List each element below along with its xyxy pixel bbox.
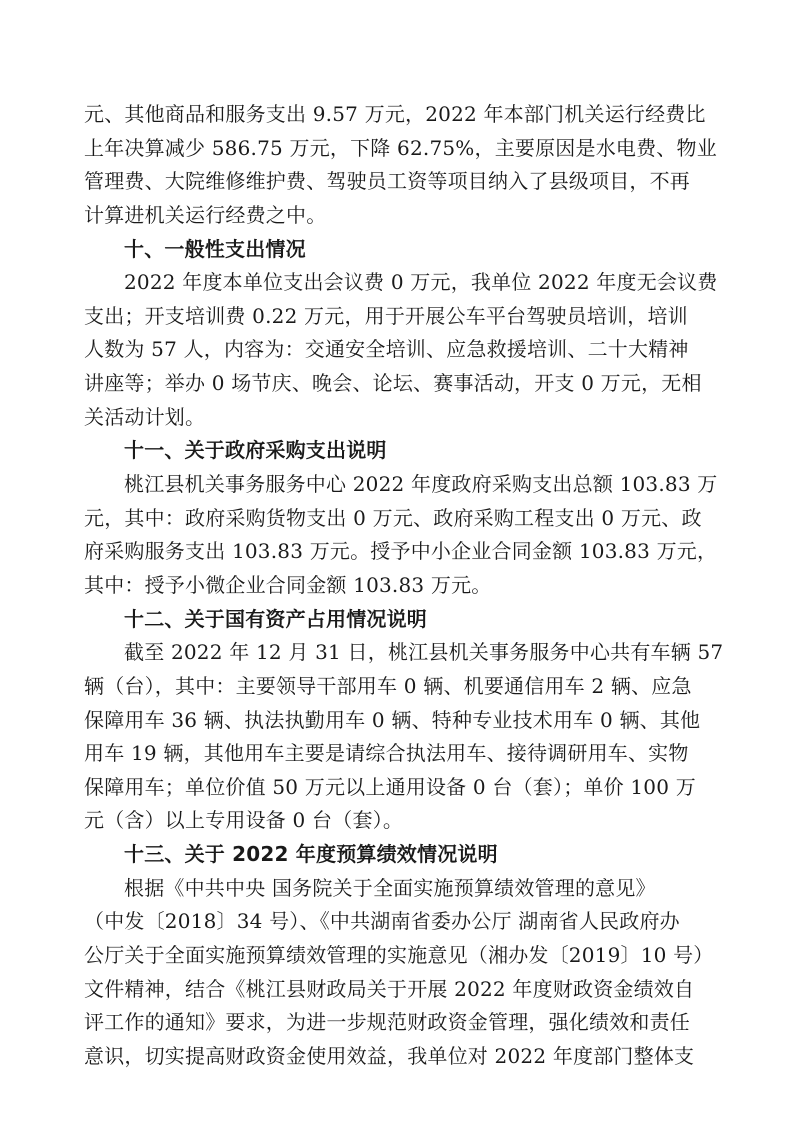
body-line: 管理费、大院维修维护费、驾驶员工资等项目纳入了县级项目，不再: [84, 169, 690, 194]
document-body: [84, 98, 724, 1074]
body-line: 讲座等；举办 0 场节庆、晚会、论坛、赛事活动，开支 0 万元，无相: [84, 371, 702, 396]
body-line: 2022 年度本单位支出会议费 0 万元，我单位 2022 年度无会议费: [124, 270, 718, 295]
body-line: 文件精神，结合《桃江县财政局关于开展 2022 年度财政资金绩效自: [84, 976, 695, 1001]
body-line: 根据《中共中央 国务院关于全面实施预算绩效管理的意见》: [124, 875, 656, 900]
section-heading-procurement: 十一、关于政府采购支出说明: [124, 438, 387, 463]
body-line: 公厅关于全面实施预算绩效管理的实施意见（湘办发〔2019〕10 号）: [84, 943, 714, 968]
body-line: 意识，切实提高财政资金使用效益，我单位对 2022 年度部门整体支: [84, 1043, 695, 1068]
body-line: 人数为 57 人，内容为：交通安全培训、应急救援培训、二十大精神: [84, 337, 689, 362]
body-line: 关活动计划。: [84, 404, 206, 429]
body-line: 辆（台），其中：主要领导干部用车 0 辆、机要通信用车 2 辆、应急: [84, 673, 692, 698]
section-heading-state-assets: 十二、关于国有资产占用情况说明: [124, 606, 427, 631]
body-line: （中发〔2018〕34 号）、《中共湖南省委办公厅 湖南省人民政府办: [84, 909, 680, 934]
body-line: 上年决算减少 586.75 万元，下降 62.75%，主要原因是水电费、物业: [84, 135, 717, 160]
section-heading-general-expenses: 十、一般性支出情况: [124, 236, 306, 261]
body-line: 保障用车 36 辆、执法执勤用车 0 辆、特种专业技术用车 0 辆、其他: [84, 707, 701, 732]
body-line: 支出；开支培训费 0.22 万元，用于开展公车平台驾驶员培训，培训: [84, 303, 688, 328]
body-line: 元，其中：政府采购货物支出 0 万元、政府采购工程支出 0 万元、政: [84, 505, 702, 530]
body-line: 保障用车；单位价值 50 万元以上通用设备 0 台（套）；单价 100 万: [84, 774, 696, 799]
section-heading-budget-performance: 十三、关于 2022 年度预算绩效情况说明: [124, 842, 498, 867]
body-line: 元、其他商品和服务支出 9.57 万元，2022 年本部门机关运行经费比: [84, 102, 706, 126]
body-line: 桃江县机关事务服务中心 2022 年度政府采购支出总额 103.83 万: [124, 472, 718, 497]
body-line: 府采购服务支出 103.83 万元。授予中小企业合同金额 103.83 万元，: [84, 539, 718, 564]
body-line: 用车 19 辆，其他用车主要是请综合执法用车、接待调研用车、实物: [84, 741, 689, 766]
body-line: 计算进机关运行经费之中。: [84, 202, 327, 227]
body-line: 评工作的通知》要求，为进一步规范财政资金管理，强化绩效和责任: [84, 1010, 690, 1035]
body-line: 元（含）以上专用设备 0 台（套）。: [84, 808, 404, 833]
body-line: 其中：授予小微企业合同金额 103.83 万元。: [84, 572, 492, 597]
body-line: 截至 2022 年 12 月 31 日，桃江县机关事务服务中心共有车辆 57: [124, 640, 724, 665]
